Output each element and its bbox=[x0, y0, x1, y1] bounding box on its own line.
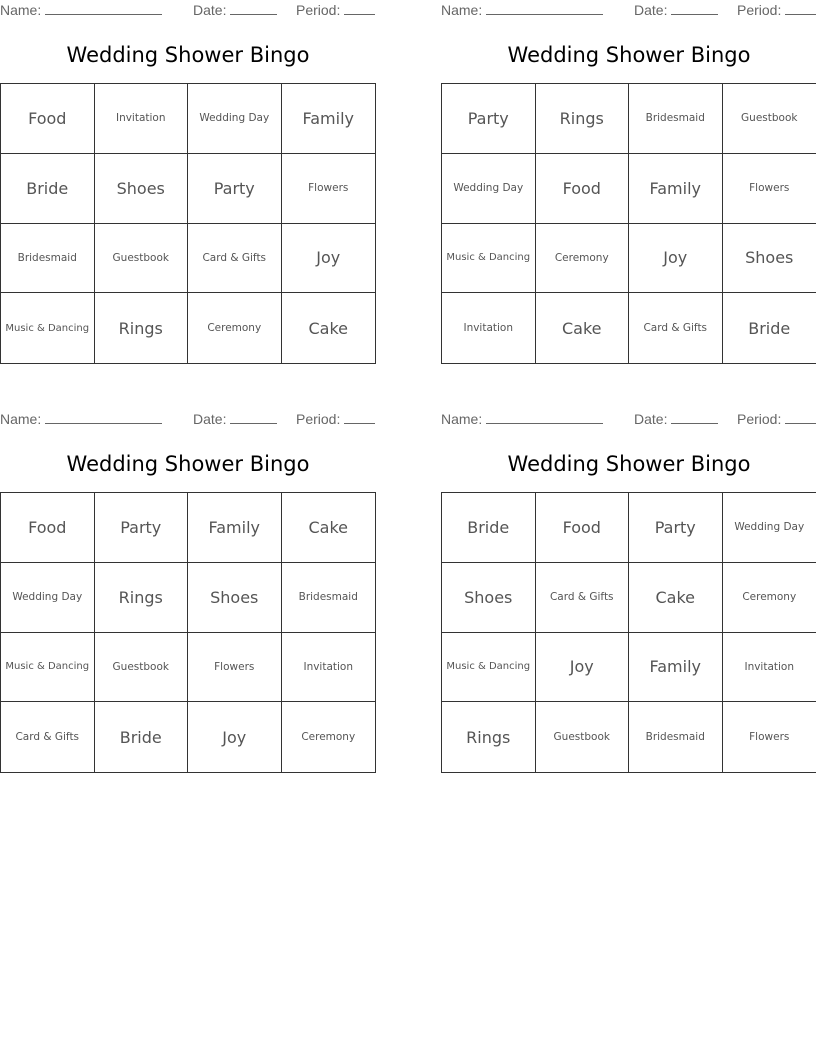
bingo-cell[interactable]: Guestbook bbox=[536, 702, 630, 772]
bingo-card-1 bbox=[0, 0, 376, 374]
card-header bbox=[441, 2, 816, 20]
date-label: Date: bbox=[193, 411, 227, 427]
name-label: Name: bbox=[441, 411, 483, 427]
bingo-grid bbox=[0, 492, 376, 773]
card-title: Wedding Shower Bingo bbox=[507, 43, 751, 67]
period-blank-line[interactable] bbox=[344, 2, 375, 15]
name-field[interactable] bbox=[0, 411, 162, 427]
card-title: Wedding Shower Bingo bbox=[507, 452, 751, 476]
date-field[interactable] bbox=[193, 411, 277, 427]
date-field[interactable] bbox=[634, 2, 718, 18]
bingo-card-3 bbox=[0, 409, 376, 783]
bingo-cell[interactable]: Shoes bbox=[442, 563, 536, 633]
bingo-cell[interactable]: Food bbox=[1, 493, 95, 563]
bingo-cell[interactable]: Guestbook bbox=[723, 84, 816, 154]
bingo-cell[interactable]: Music & Dancing bbox=[1, 293, 95, 363]
bingo-cell[interactable]: Food bbox=[1, 84, 95, 154]
bingo-cell[interactable]: Music & Dancing bbox=[442, 224, 536, 294]
bingo-cell[interactable]: Joy bbox=[282, 224, 376, 294]
bingo-cell[interactable]: Wedding Day bbox=[442, 154, 536, 224]
bingo-cell[interactable]: Food bbox=[536, 493, 630, 563]
bingo-cell[interactable]: Joy bbox=[188, 702, 282, 772]
bingo-cell[interactable]: Bride bbox=[95, 702, 189, 772]
bingo-cell[interactable]: Wedding Day bbox=[723, 493, 816, 563]
bingo-cell[interactable]: Flowers bbox=[723, 154, 816, 224]
bingo-cell[interactable]: Ceremony bbox=[301, 731, 356, 744]
bingo-cell[interactable]: Wedding Day bbox=[1, 563, 95, 633]
bingo-cell[interactable]: Card & Gifts bbox=[1, 702, 95, 772]
bingo-cell[interactable]: Bridesmaid bbox=[629, 84, 723, 154]
bingo-cell[interactable]: Party bbox=[188, 154, 282, 224]
period-field[interactable] bbox=[296, 2, 375, 18]
bingo-cell[interactable]: Family bbox=[629, 633, 723, 703]
bingo-cell[interactable]: Ceremony bbox=[723, 563, 816, 633]
date-blank-line[interactable] bbox=[230, 2, 277, 15]
date-label: Date: bbox=[634, 411, 668, 427]
bingo-cell[interactable]: Cake bbox=[282, 493, 376, 563]
bingo-cell[interactable]: Invitation bbox=[282, 633, 376, 703]
name-field[interactable] bbox=[441, 411, 603, 427]
bingo-cell[interactable]: Shoes bbox=[188, 563, 282, 633]
bingo-cell[interactable]: Bridesmaid bbox=[629, 702, 723, 772]
bingo-cell[interactable]: Rings bbox=[442, 702, 536, 772]
name-field[interactable] bbox=[441, 2, 603, 18]
card-title: Wedding Shower Bingo bbox=[66, 43, 310, 67]
bingo-cell[interactable]: Bride bbox=[748, 318, 791, 338]
bingo-cell[interactable]: Family bbox=[188, 493, 282, 563]
bingo-cell[interactable]: Invitation bbox=[95, 84, 189, 154]
period-field[interactable] bbox=[737, 2, 816, 18]
card-header bbox=[0, 2, 376, 20]
card-header bbox=[441, 411, 816, 429]
bingo-cell[interactable]: Bride bbox=[442, 493, 536, 563]
card-header bbox=[0, 411, 376, 429]
bingo-cell[interactable]: Music & Dancing bbox=[1, 633, 95, 703]
card-title: Wedding Shower Bingo bbox=[66, 452, 310, 476]
period-label: Period: bbox=[296, 411, 341, 427]
bingo-cell[interactable]: Party bbox=[629, 493, 723, 563]
period-blank-line[interactable] bbox=[785, 411, 816, 424]
name-label: Name: bbox=[441, 2, 483, 18]
bingo-cell[interactable]: Card & Gifts bbox=[188, 224, 282, 294]
name-blank-line[interactable] bbox=[486, 411, 603, 424]
bingo-cell[interactable]: Cake bbox=[536, 293, 630, 363]
bingo-cell[interactable]: Guestbook bbox=[95, 633, 189, 703]
date-blank-line[interactable] bbox=[230, 411, 277, 424]
bingo-cell[interactable]: Shoes bbox=[95, 154, 189, 224]
bingo-grid bbox=[0, 83, 376, 364]
bingo-cell[interactable]: Flowers bbox=[188, 633, 282, 703]
period-blank-line[interactable] bbox=[344, 411, 375, 424]
bingo-cell[interactable]: Joy bbox=[536, 633, 630, 703]
date-blank-line[interactable] bbox=[671, 2, 718, 15]
bingo-cell[interactable]: Food bbox=[536, 154, 630, 224]
bingo-cell[interactable]: Card & Gifts bbox=[629, 293, 723, 363]
bingo-cell[interactable]: Bride bbox=[1, 154, 95, 224]
bingo-card-2 bbox=[441, 0, 816, 374]
bingo-card-4 bbox=[441, 409, 816, 783]
bingo-cell[interactable]: Ceremony bbox=[536, 224, 630, 294]
bingo-cell[interactable]: Party bbox=[95, 493, 189, 563]
date-label: Date: bbox=[634, 2, 668, 18]
date-blank-line[interactable] bbox=[671, 411, 718, 424]
bingo-cell[interactable]: Flowers bbox=[282, 154, 376, 224]
name-field[interactable] bbox=[0, 2, 162, 18]
bingo-cell[interactable]: Wedding Day bbox=[188, 84, 282, 154]
bingo-cell[interactable]: Family bbox=[629, 154, 723, 224]
bingo-cell[interactable]: Music & Dancing bbox=[442, 633, 536, 703]
bingo-grid bbox=[441, 83, 816, 364]
bingo-cell[interactable]: Joy bbox=[629, 224, 723, 294]
bingo-cell[interactable]: Invitation bbox=[442, 293, 536, 363]
period-label: Period: bbox=[737, 2, 782, 18]
bingo-cell[interactable]: Shoes bbox=[723, 224, 816, 294]
bingo-cell[interactable]: Flowers bbox=[749, 731, 790, 744]
date-field[interactable] bbox=[634, 411, 718, 427]
bingo-cell[interactable]: Rings bbox=[95, 563, 189, 633]
date-label: Date: bbox=[193, 2, 227, 18]
bingo-cell[interactable]: Cake bbox=[308, 318, 348, 338]
bingo-cell[interactable]: Family bbox=[282, 84, 376, 154]
bingo-grid bbox=[441, 492, 816, 773]
bingo-cell[interactable]: Ceremony bbox=[188, 293, 282, 363]
period-field[interactable] bbox=[296, 411, 375, 427]
period-field[interactable] bbox=[737, 411, 816, 427]
bingo-cell[interactable]: Bridesmaid bbox=[282, 563, 376, 633]
bingo-cell[interactable]: Invitation bbox=[723, 633, 816, 703]
bingo-cell[interactable]: Rings bbox=[536, 84, 630, 154]
period-label: Period: bbox=[737, 411, 782, 427]
name-label: Name: bbox=[0, 411, 42, 427]
name-blank-line[interactable] bbox=[486, 2, 603, 15]
bingo-cell[interactable]: Party bbox=[442, 84, 536, 154]
bingo-cell[interactable]: Cake bbox=[629, 563, 723, 633]
bingo-cell[interactable]: Bridesmaid bbox=[1, 224, 95, 294]
name-blank-line[interactable] bbox=[45, 411, 162, 424]
bingo-cell[interactable]: Card & Gifts bbox=[536, 563, 630, 633]
period-label: Period: bbox=[296, 2, 341, 18]
name-blank-line[interactable] bbox=[45, 2, 162, 15]
bingo-cell[interactable]: Rings bbox=[95, 293, 189, 363]
name-label: Name: bbox=[0, 2, 42, 18]
date-field[interactable] bbox=[193, 2, 277, 18]
period-blank-line[interactable] bbox=[785, 2, 816, 15]
bingo-cell[interactable]: Guestbook bbox=[95, 224, 189, 294]
